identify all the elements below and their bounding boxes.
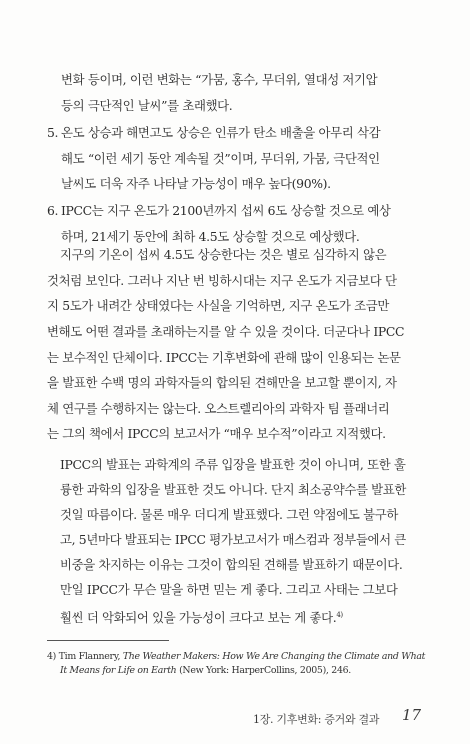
list-item-5-line-2: 해도 “이런 세기 동안 계속될 것”이며, 무더위, 가뭄, 극단적인 xyxy=(61,151,380,166)
quote-line-4: 고, 5년마다 발표되는 IPCC 평가보고서가 매스컴과 정부들에서 큰 xyxy=(60,532,406,547)
quote-line-5: 비중을 차지하는 이유는 그것이 합의된 견해를 발표하기 때문이다. xyxy=(60,557,403,572)
paragraph-line-7: 체 연구를 수행하지는 않는다. 오스트렐리아의 과학자 팀 플래너리 xyxy=(47,401,390,416)
footnote-line-2 xyxy=(60,664,351,677)
paragraph-line-2: 것처럼 보인다. 그러나 지난 번 빙하시대는 지구 온도가 지금보다 단 xyxy=(47,273,397,288)
list-item-6 xyxy=(47,203,391,219)
list-item-text: IPCC는 지구 온도가 2100년까지 섭씨 6도 상승할 것으로 예상 xyxy=(61,203,391,218)
list-item-number: 5. xyxy=(47,125,59,140)
quote-line-2: 륭한 과학의 입장을 발표한 것도 아니다. 단지 최소공약수를 발표한 xyxy=(60,482,407,497)
paragraph-line-5: 는 보수적인 단체이다. IPCC는 기후변화에 관해 많이 인용되는 논문 xyxy=(47,350,401,365)
list-item-6-line-2: 하며, 21세기 동안에 최하 4.5도 상승할 것으로 예상했다. xyxy=(61,229,360,244)
running-footer-chapter: 1장. 기후변화: 증거와 결과 xyxy=(253,713,380,726)
list-item-5-line-3: 날씨도 더욱 자주 나타날 가능성이 매우 높다(90%). xyxy=(61,176,331,191)
quote-line-3: 것일 따름이다. 물론 매우 더디게 발표했다. 그런 약점에도 불구하 xyxy=(60,507,398,522)
list-item-text: 온도 상승과 해면고도 상승은 인류가 탄소 배출을 아무리 삭감 xyxy=(61,125,381,140)
page-number: 17 xyxy=(402,706,422,724)
quote-line-text: 훨씬 더 악화되어 있을 가능성이 크다고 보는 게 좋다. xyxy=(60,610,337,625)
footnote-marker: 4) xyxy=(47,651,59,662)
quote-line-7 xyxy=(60,607,343,626)
paragraph-line-6: 을 발표한 수백 명의 과학자들의 합의된 견해만을 보고할 뿐이지, 자 xyxy=(47,375,397,390)
footnote-line-1 xyxy=(47,650,425,663)
footnote-title: The Weather Makers: How We Are Changing the Climate and What xyxy=(122,651,426,662)
footnote-author: Tim Flannery, xyxy=(58,651,123,662)
list-item-number: 6. xyxy=(47,203,59,218)
list-item-5 xyxy=(47,125,380,141)
list-continuation-line-1: 변화 등이며, 이런 변화는 “가뭄, 홍수, 무더위, 열대성 저기압 xyxy=(61,72,378,87)
footnote-publication: (New York: HarperCollins, 2005), 246. xyxy=(179,665,351,676)
quote-line-6: 만일 IPCC가 무슨 말을 하면 믿는 게 좋다. 그리고 사태는 그보다 xyxy=(60,582,398,597)
footnote-title-continued: It Means for Life on Earth xyxy=(60,665,180,676)
footnote-divider xyxy=(47,640,169,641)
paragraph-line-1: 지구의 기온이 섭씨 4.5도 상승한다는 것은 별로 심각하지 않은 xyxy=(60,247,387,262)
paragraph-line-3: 지 5도가 내려간 상태였다는 사실을 기억하면, 지구 온도가 조금만 xyxy=(47,298,389,313)
paragraph-line-8: 는 그의 책에서 IPCC의 보고서가 “매우 보수적”이라고 지적했다. xyxy=(47,426,386,441)
quote-line-1: IPCC의 발표는 과학계의 주류 입장을 발표한 것이 아니며, 또한 훌 xyxy=(60,457,406,472)
list-continuation-line-2: 등의 극단적인 날씨”를 초래했다. xyxy=(61,98,233,113)
paragraph-line-4: 변해도 어떤 결과를 초래하는지를 알 수 있을 것이다. 더군다나 IPCC xyxy=(47,324,405,339)
footnote-reference: 4) xyxy=(336,611,343,619)
